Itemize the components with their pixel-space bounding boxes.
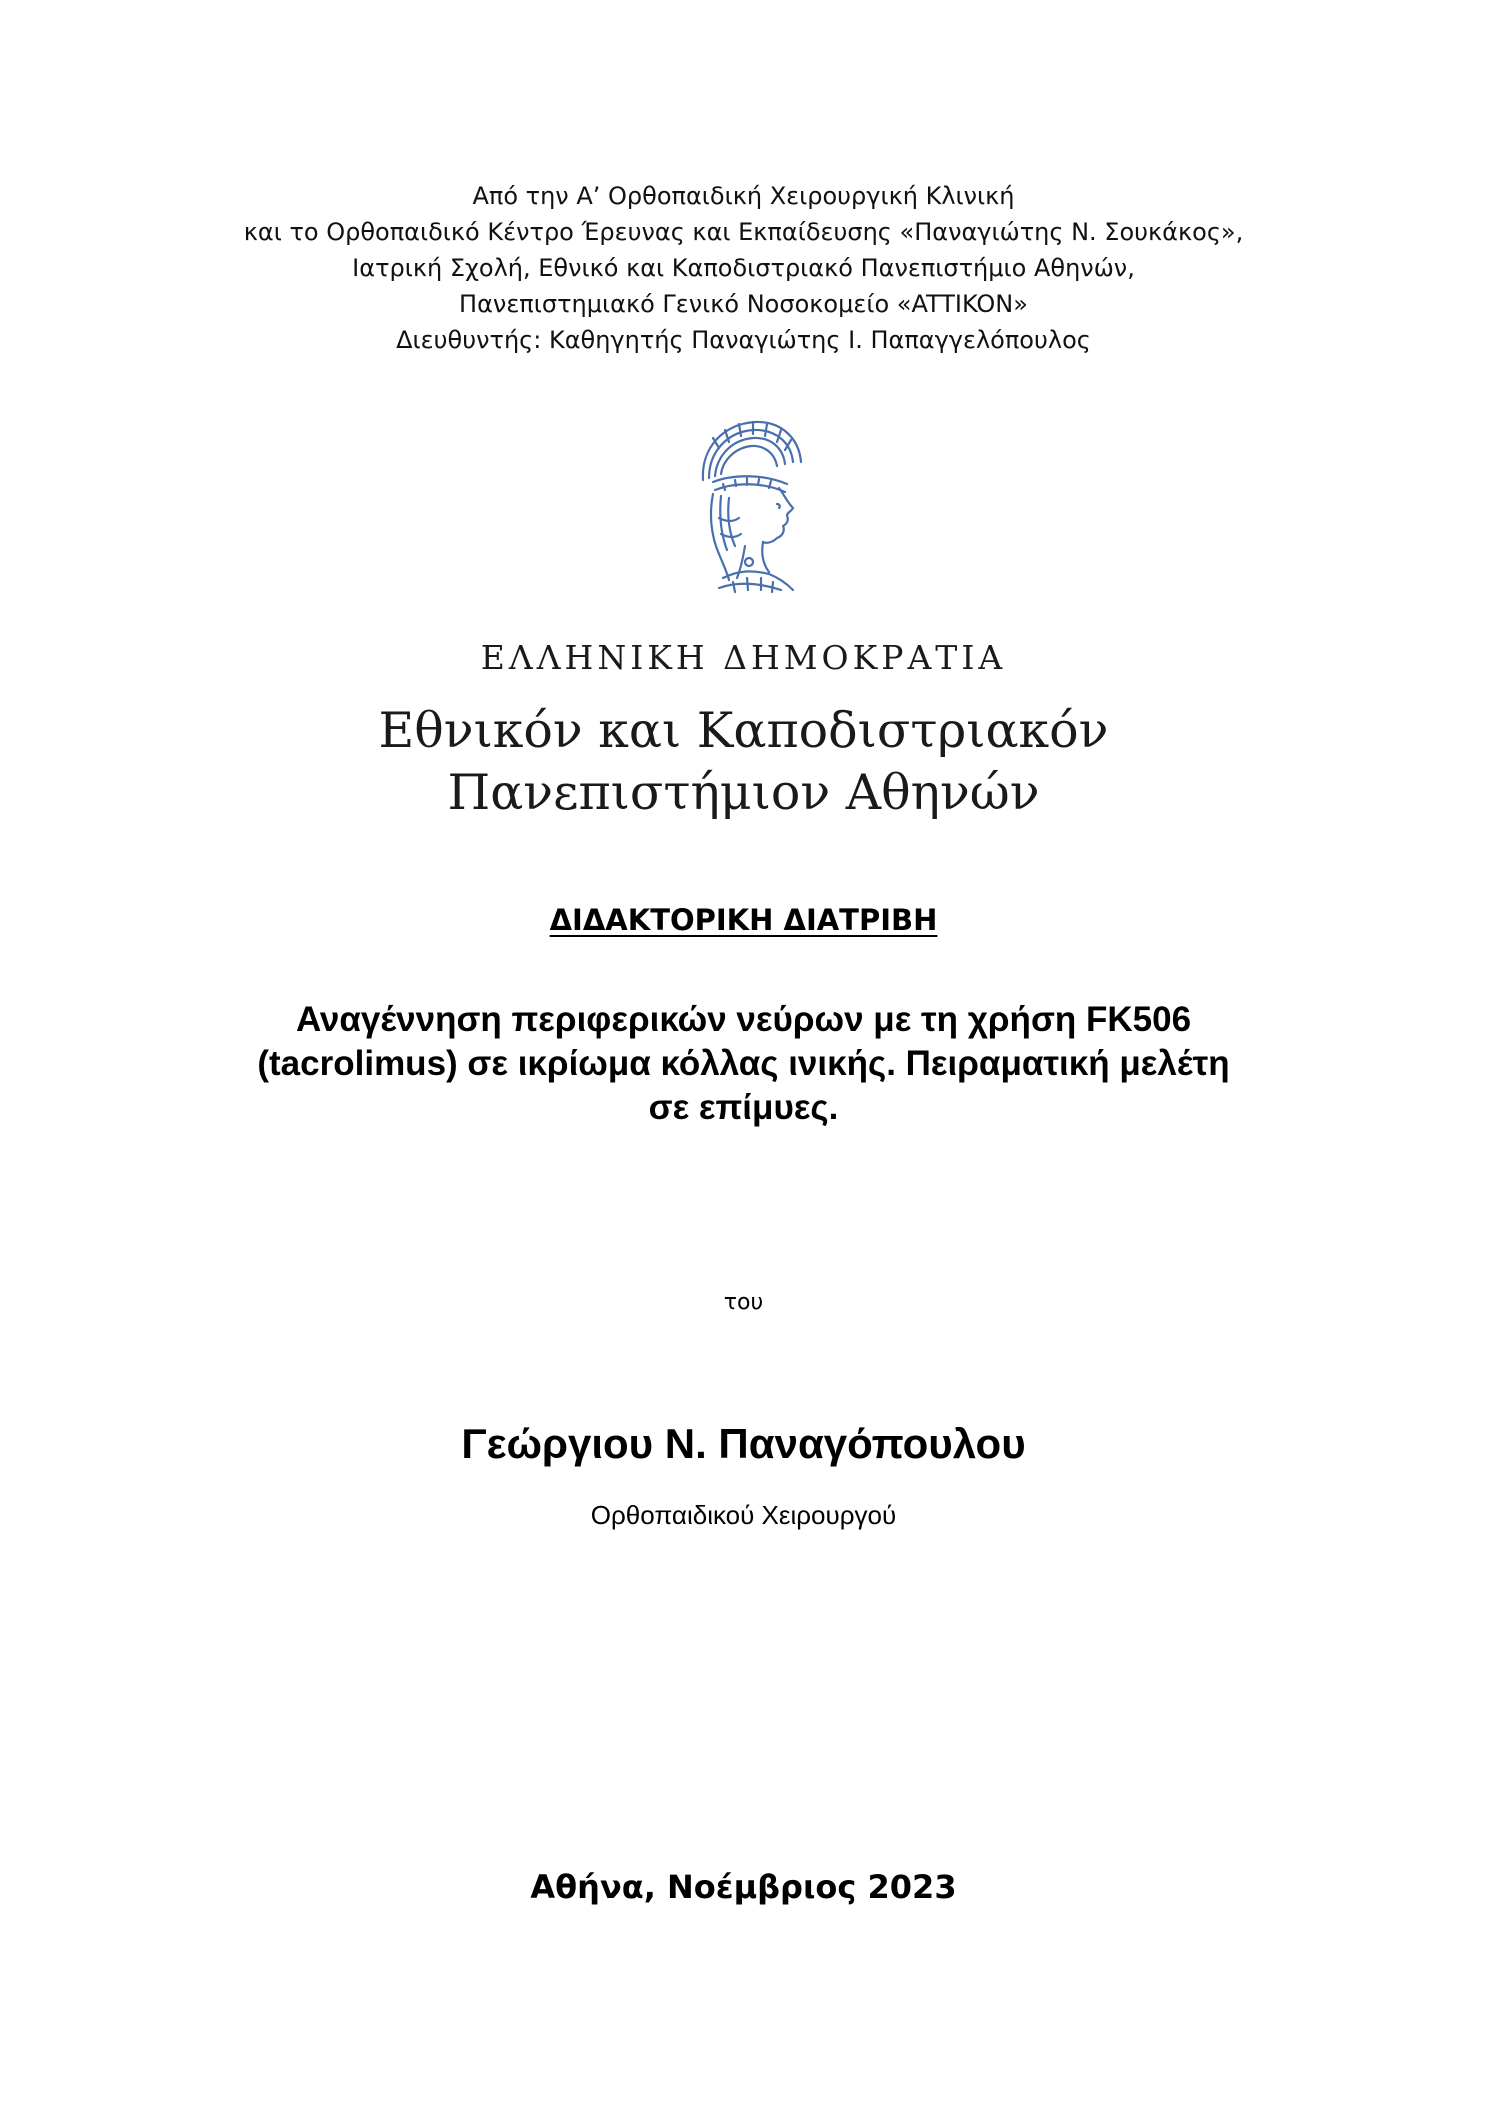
university-name <box>0 700 1487 824</box>
thesis-title-line-2: (tacrolimus) σε ικρίωμα κόλλας ινικής. Πειραματική μελέτη <box>257 1044 1230 1083</box>
header-line-director: Διευθυντής: Καθηγητής Παναγιώτης Ι. Παπαγγελόπουλος <box>396 326 1091 354</box>
header-line-research-center: και το Ορθοπαιδικό Κέντρο Έρευνας και Εκπαίδευσης «Παναγιώτης Ν. Σουκάκος», <box>243 218 1244 246</box>
header-line-school: Ιατρική Σχολή, Εθνικό και Καποδιστριακό Πανεπιστήμιο Αθηνών, <box>352 254 1135 282</box>
place-date: Αθήνα, Νοέμβριος 2023 <box>530 1868 957 1906</box>
thesis-title <box>150 998 1337 1130</box>
republic-heading: ΕΛΛΗΝΙΚΗ ΔΗΜΟΚΡΑΤΙΑ <box>480 638 1007 677</box>
thesis-title-line-3: σε επίμυες. <box>648 1088 839 1127</box>
clinic-header <box>0 178 1487 358</box>
document-type: ΔΙΔΑΚΤΟΡΙΚΗ ΔΙΑΤΡΙΒΗ <box>549 903 938 937</box>
author-role: Ορθοπαιδικού Χειρουργού <box>590 1500 897 1530</box>
header-line-hospital: Πανεπιστημιακό Γενικό Νοσοκομείο «ATTIKON» <box>459 290 1028 318</box>
university-name-line-1: Εθνικόν και Καποδιστριακόν <box>378 702 1109 759</box>
athena-head-emblem-icon <box>683 418 811 596</box>
author-name: Γεώργιου Ν. Παναγόπουλου <box>461 1420 1026 1467</box>
by-label: του <box>723 1290 764 1315</box>
header-line-clinic: Από την Α’ Ορθοπαιδική Χειρουργική Κλινική <box>472 182 1015 210</box>
university-name-line-2: Πανεπιστήμιον Αθηνών <box>447 764 1040 821</box>
thesis-title-line-1: Αναγέννηση περιφερικών νεύρων με τη χρήση FK506 <box>295 1000 1192 1039</box>
